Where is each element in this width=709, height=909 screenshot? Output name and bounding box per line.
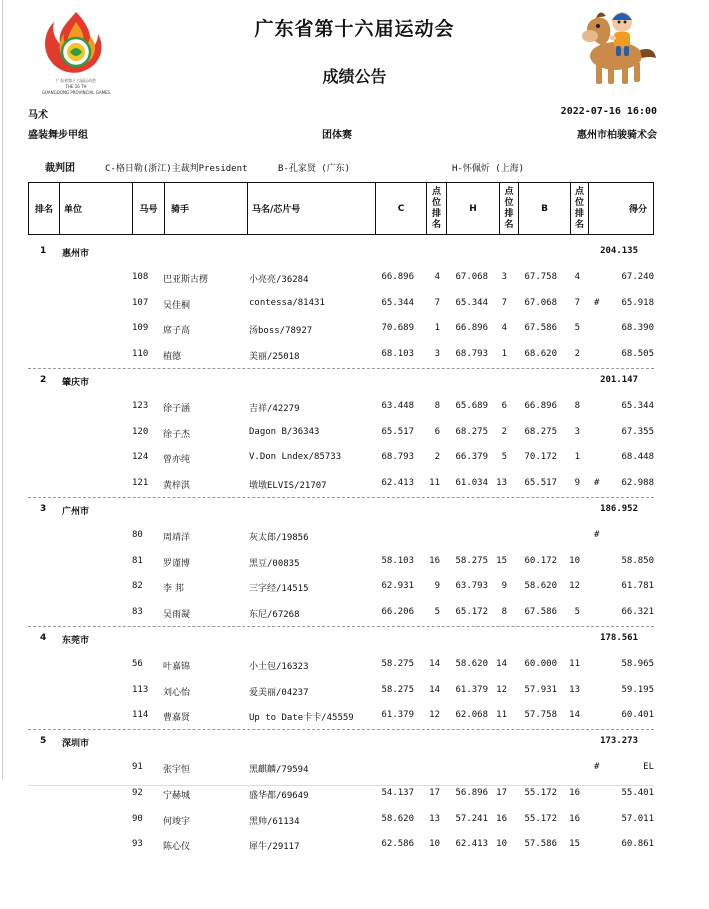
rider-name: 张宇恒 — [163, 765, 191, 775]
horse-name: 灰太郎/19856 — [249, 532, 309, 543]
score-h: 56.896 — [455, 787, 488, 798]
rider-row — [0, 397, 709, 423]
rank-c: 6 — [434, 426, 440, 437]
score-b: 67.586 — [524, 323, 557, 334]
rider-score: 58.965 — [621, 658, 654, 669]
rider-row — [0, 526, 709, 552]
score-c: 66.896 — [381, 271, 414, 282]
rider-name: 周靖洋 — [163, 532, 191, 543]
score-c: 62.586 — [381, 839, 414, 850]
horse-no: 82 — [132, 581, 143, 592]
horse-name: 黑麒麟/79594 — [249, 765, 309, 775]
rank-b: 16 — [569, 787, 580, 798]
score-h: 62.068 — [455, 710, 488, 721]
col-score: 得分 — [628, 205, 647, 215]
rider-score: 61.781 — [621, 581, 654, 592]
col-c-rank — [427, 183, 447, 234]
rider-name: 宁赫城 — [163, 790, 191, 801]
rank-b: 15 — [569, 839, 580, 850]
score-c: 62.413 — [381, 478, 414, 489]
rank-h: 5 — [501, 452, 507, 463]
horse-name: 小亮亮/36284 — [249, 274, 309, 285]
judge-b: B-孔家贤 (广东) — [278, 164, 351, 174]
rank-h: 2 — [501, 426, 507, 437]
rider-score: 57.011 — [621, 813, 654, 824]
rank-h: 16 — [496, 813, 507, 824]
team-divider — [28, 368, 654, 369]
rider-score: 60.401 — [621, 710, 654, 721]
logo-caption-en: GUANGDONG PROVINCIAL GAMES — [41, 90, 111, 95]
rider-score: 67.240 — [621, 271, 654, 282]
rank-c: 17 — [429, 787, 440, 798]
col-b: B — [519, 183, 571, 234]
rider-name: 巴亚斯古楞 — [163, 274, 209, 285]
team-total: 178.561 — [600, 633, 638, 643]
horse-no: 108 — [132, 271, 149, 282]
row-divider — [28, 785, 654, 786]
drop-mark: # — [594, 762, 600, 772]
rank-c: 9 — [434, 581, 440, 592]
horse-name: contessa/81431 — [249, 297, 325, 308]
score-b: 65.517 — [524, 478, 557, 489]
horse-no: 90 — [132, 813, 143, 824]
col-rank: 排名 — [29, 183, 60, 234]
rider-name: 曾亦纯 — [163, 455, 191, 466]
rank-c: 1 — [434, 323, 440, 334]
team-total: 204.135 — [600, 246, 638, 256]
score-b: 67.068 — [524, 297, 557, 308]
score-h: 65.344 — [455, 297, 488, 308]
horse-name: 黑帅/61134 — [249, 816, 300, 827]
rank-c: 3 — [434, 349, 440, 360]
rank-h: 3 — [501, 271, 507, 282]
team-total: 173.273 — [600, 736, 638, 747]
team-rank: 5 — [40, 736, 47, 747]
col-horse-no: 马号 — [133, 183, 165, 234]
rank-c: 4 — [434, 271, 440, 282]
col-h-rank-text: 点位排名 — [504, 186, 514, 230]
rider-row — [0, 758, 709, 784]
horse-no: 113 — [132, 684, 149, 695]
rider-row — [0, 268, 709, 294]
horse-no: 121 — [132, 478, 149, 489]
judge-c: C-格日勒(浙江)主裁判President — [105, 164, 248, 174]
horse-name: V.Don Lndex/85733 — [249, 452, 342, 463]
score-b: 55.172 — [524, 813, 557, 824]
rank-b: 11 — [569, 658, 580, 669]
score-h: 68.793 — [455, 349, 488, 360]
rider-row — [0, 784, 709, 810]
score-h: 63.793 — [455, 581, 488, 592]
score-b: 70.172 — [524, 452, 557, 463]
rank-c: 16 — [429, 555, 440, 566]
rider-name: 叶嘉锦 — [163, 661, 191, 672]
horse-name: Up to Date卡卡/45559 — [249, 713, 354, 724]
rider-score: 68.448 — [621, 452, 654, 463]
rider-name: 吴佳桐 — [163, 300, 191, 311]
horse-no: 93 — [132, 839, 143, 850]
score-b: 60.172 — [524, 555, 557, 566]
team-total: 186.952 — [600, 504, 638, 514]
rank-c: 13 — [429, 813, 440, 824]
rank-c: 12 — [429, 710, 440, 721]
horse-no: 92 — [132, 787, 143, 798]
horse-no: 120 — [132, 426, 149, 437]
col-c-rank-text: 点位排名 — [431, 186, 441, 230]
team-rank: 3 — [40, 504, 47, 514]
rank-c: 14 — [429, 658, 440, 669]
rider-row — [0, 810, 709, 836]
team-divider — [28, 626, 654, 627]
team-rank: 2 — [40, 375, 47, 385]
rank-c: 14 — [429, 684, 440, 695]
rider-name: 黄梓淇 — [163, 481, 191, 492]
score-b: 57.758 — [524, 710, 557, 721]
rank-b: 9 — [574, 478, 580, 489]
rider-name: 吴雨凝 — [163, 610, 191, 621]
rider-score: 67.355 — [621, 426, 654, 437]
rider-name: 何竣宇 — [163, 816, 191, 827]
rank-h: 11 — [496, 710, 507, 721]
score-c: 62.931 — [381, 581, 414, 592]
rank-b: 14 — [569, 710, 580, 721]
team-total: 201.147 — [600, 375, 638, 385]
horse-name: 盛华都/69649 — [249, 790, 309, 801]
score-c: 70.689 — [381, 323, 414, 334]
rank-b: 3 — [574, 426, 580, 437]
horse-no: 80 — [132, 529, 143, 540]
rider-row — [0, 835, 709, 861]
rider-row — [0, 577, 709, 603]
score-c: 65.344 — [381, 297, 414, 308]
organizer: 惠州市柏骏骑术会 — [577, 130, 657, 141]
score-h: 61.379 — [455, 684, 488, 695]
drop-mark: # — [594, 478, 600, 489]
rank-h: 4 — [501, 323, 507, 334]
rider-score: 66.321 — [621, 607, 654, 618]
rank-h: 13 — [496, 478, 507, 489]
rider-score: 55.401 — [621, 787, 654, 798]
col-b-rank — [571, 183, 589, 234]
score-c: 65.517 — [381, 426, 414, 437]
score-h: 66.896 — [455, 323, 488, 334]
page-title: 广东省第十六届运动会 — [254, 18, 455, 40]
horse-name: 汤boss/78927 — [249, 326, 313, 337]
event-type: 团体赛 — [322, 130, 352, 141]
rider-row — [0, 294, 709, 320]
horse-no: 81 — [132, 555, 143, 566]
score-b: 57.931 — [524, 684, 557, 695]
team-row — [0, 500, 709, 526]
rank-b: 5 — [574, 607, 580, 618]
score-b: 66.896 — [524, 400, 557, 411]
score-c: 58.275 — [381, 684, 414, 695]
rank-b: 4 — [574, 271, 580, 282]
score-b: 68.620 — [524, 349, 557, 360]
team-rank: 1 — [40, 246, 47, 256]
col-b-rank-text: 点位排名 — [574, 186, 584, 230]
team-unit: 肇庆市 — [62, 378, 90, 388]
team-rank: 4 — [40, 633, 47, 643]
rider-score: 60.861 — [621, 839, 654, 850]
col-rider: 骑手 — [165, 183, 248, 234]
rank-b: 10 — [569, 555, 580, 566]
team-divider — [28, 497, 654, 498]
rank-b: 7 — [574, 297, 580, 308]
score-b: 67.758 — [524, 271, 557, 282]
logo-caption-cn: 广东省第十六届运动会 — [56, 78, 96, 83]
rank-b: 12 — [569, 581, 580, 592]
rider-score: 65.918 — [621, 297, 654, 308]
rank-b: 5 — [574, 323, 580, 334]
horse-no: 107 — [132, 297, 149, 308]
col-c: C — [376, 183, 427, 234]
rider-score: 62.988 — [621, 478, 654, 489]
horse-no: 114 — [132, 710, 149, 721]
rider-score: EL — [643, 762, 654, 772]
rank-c: 5 — [434, 607, 440, 618]
score-b: 68.275 — [524, 426, 557, 437]
rider-score: 68.505 — [621, 349, 654, 360]
score-h: 61.034 — [455, 478, 488, 489]
team-row — [0, 732, 709, 758]
rank-h: 6 — [501, 400, 507, 411]
score-c: 58.620 — [381, 813, 414, 824]
score-h: 65.689 — [455, 400, 488, 411]
rider-name: 刘心怡 — [163, 687, 191, 698]
score-h: 58.620 — [455, 658, 488, 669]
rider-row — [0, 681, 709, 707]
horse-name: 吉祥/42279 — [249, 403, 300, 414]
score-b: 60.000 — [524, 658, 557, 669]
rank-b: 8 — [574, 400, 580, 411]
horse-name: 犀牛/29117 — [249, 842, 300, 853]
rank-h: 8 — [501, 607, 507, 618]
horse-no: 91 — [132, 762, 143, 772]
rider-name: 陈心仪 — [163, 842, 191, 853]
score-h: 68.275 — [455, 426, 488, 437]
score-h: 58.275 — [455, 555, 488, 566]
rank-h: 12 — [496, 684, 507, 695]
col-horse: 马名/芯片号 — [248, 183, 376, 234]
score-b: 67.586 — [524, 607, 557, 618]
rider-row — [0, 423, 709, 449]
rider-name: 徐子杰 — [163, 429, 191, 440]
rank-h: 15 — [496, 555, 507, 566]
col-unit: 单位 — [60, 183, 133, 234]
rank-b: 13 — [569, 684, 580, 695]
rank-c: 2 — [434, 452, 440, 463]
rider-name: 李 邦 — [163, 584, 184, 595]
horse-name: 黑豆/00835 — [249, 558, 300, 569]
rank-h: 10 — [496, 839, 507, 850]
logo-caption-num: THE 16 TH — [65, 84, 87, 89]
rank-b: 16 — [569, 813, 580, 824]
horse-no: 124 — [132, 452, 149, 463]
score-h: 65.172 — [455, 607, 488, 618]
score-c: 68.103 — [381, 349, 414, 360]
team-unit: 深圳市 — [62, 739, 90, 750]
rider-row — [0, 655, 709, 681]
rank-h: 14 — [496, 658, 507, 669]
horse-name: 小土包/16323 — [249, 661, 309, 672]
team-unit: 惠州市 — [62, 249, 90, 259]
rank-b: 2 — [574, 349, 580, 360]
rank-h: 9 — [501, 581, 507, 592]
date-time: 2022-07-16 16:00 — [560, 106, 657, 117]
rider-name: 徐子涵 — [163, 403, 191, 414]
rank-c: 10 — [429, 839, 440, 850]
score-h: 57.241 — [455, 813, 488, 824]
rank-b: 1 — [574, 452, 580, 463]
score-c: 66.206 — [381, 607, 414, 618]
score-b: 55.172 — [524, 787, 557, 798]
horse-name: 东尼/67268 — [249, 610, 300, 621]
score-b: 57.586 — [524, 839, 557, 850]
rider-row — [0, 552, 709, 578]
rank-c: 11 — [429, 478, 440, 489]
horse-name: 爱美丽/04237 — [249, 687, 309, 698]
rank-h: 1 — [501, 349, 507, 360]
horse-no: 123 — [132, 400, 149, 411]
rider-score: 59.195 — [621, 684, 654, 695]
page-subtitle: 成绩公告 — [322, 67, 387, 86]
score-c: 54.137 — [381, 787, 414, 798]
col-h: H — [447, 183, 500, 234]
rank-c: 8 — [434, 400, 440, 411]
team-unit: 东莞市 — [62, 636, 90, 646]
score-h: 62.413 — [455, 839, 488, 850]
team-divider — [28, 729, 654, 730]
horse-name: 墩墩ELVIS/21707 — [249, 481, 327, 492]
horse-no: 56 — [132, 658, 143, 669]
horse-name: 美丽/25018 — [249, 352, 300, 363]
score-h: 66.379 — [455, 452, 488, 463]
score-h: 67.068 — [455, 271, 488, 282]
rider-score: 58.850 — [621, 555, 654, 566]
rider-name: 罗谨博 — [163, 558, 191, 569]
horse-no: 83 — [132, 607, 143, 618]
event-name: 盛装舞步甲组 — [28, 130, 88, 141]
team-unit: 广州市 — [62, 507, 90, 517]
rider-row — [0, 319, 709, 345]
rider-name: 席子高 — [163, 326, 191, 337]
judges-label: 裁判团 — [45, 163, 75, 174]
team-row — [0, 629, 709, 655]
score-c: 63.448 — [381, 400, 414, 411]
rider-score: 65.344 — [621, 400, 654, 411]
score-c: 58.275 — [381, 658, 414, 669]
drop-mark: # — [594, 529, 600, 540]
team-row — [0, 371, 709, 397]
sport-label: 马术 — [28, 110, 48, 121]
horse-no: 110 — [132, 349, 149, 360]
rank-h: 7 — [501, 297, 507, 308]
horse-no: 109 — [132, 323, 149, 334]
rider-score: 68.390 — [621, 323, 654, 334]
rank-c: 7 — [434, 297, 440, 308]
rider-name: 曹嘉贤 — [163, 713, 191, 724]
rider-row — [0, 448, 709, 474]
score-c: 58.103 — [381, 555, 414, 566]
col-h-rank — [500, 183, 519, 234]
score-b: 58.620 — [524, 581, 557, 592]
rank-h: 17 — [496, 787, 507, 798]
judge-h: H-怀佩炘 (上海) — [452, 164, 525, 174]
score-c: 68.793 — [381, 452, 414, 463]
results-table-header — [28, 182, 654, 235]
team-row — [0, 242, 709, 268]
drop-mark: # — [594, 297, 600, 308]
horse-name: Dagon B/36343 — [249, 426, 320, 437]
horse-name: 三字经/14515 — [249, 584, 309, 595]
score-c: 61.379 — [381, 710, 414, 721]
rider-name: 植德 — [163, 352, 182, 363]
